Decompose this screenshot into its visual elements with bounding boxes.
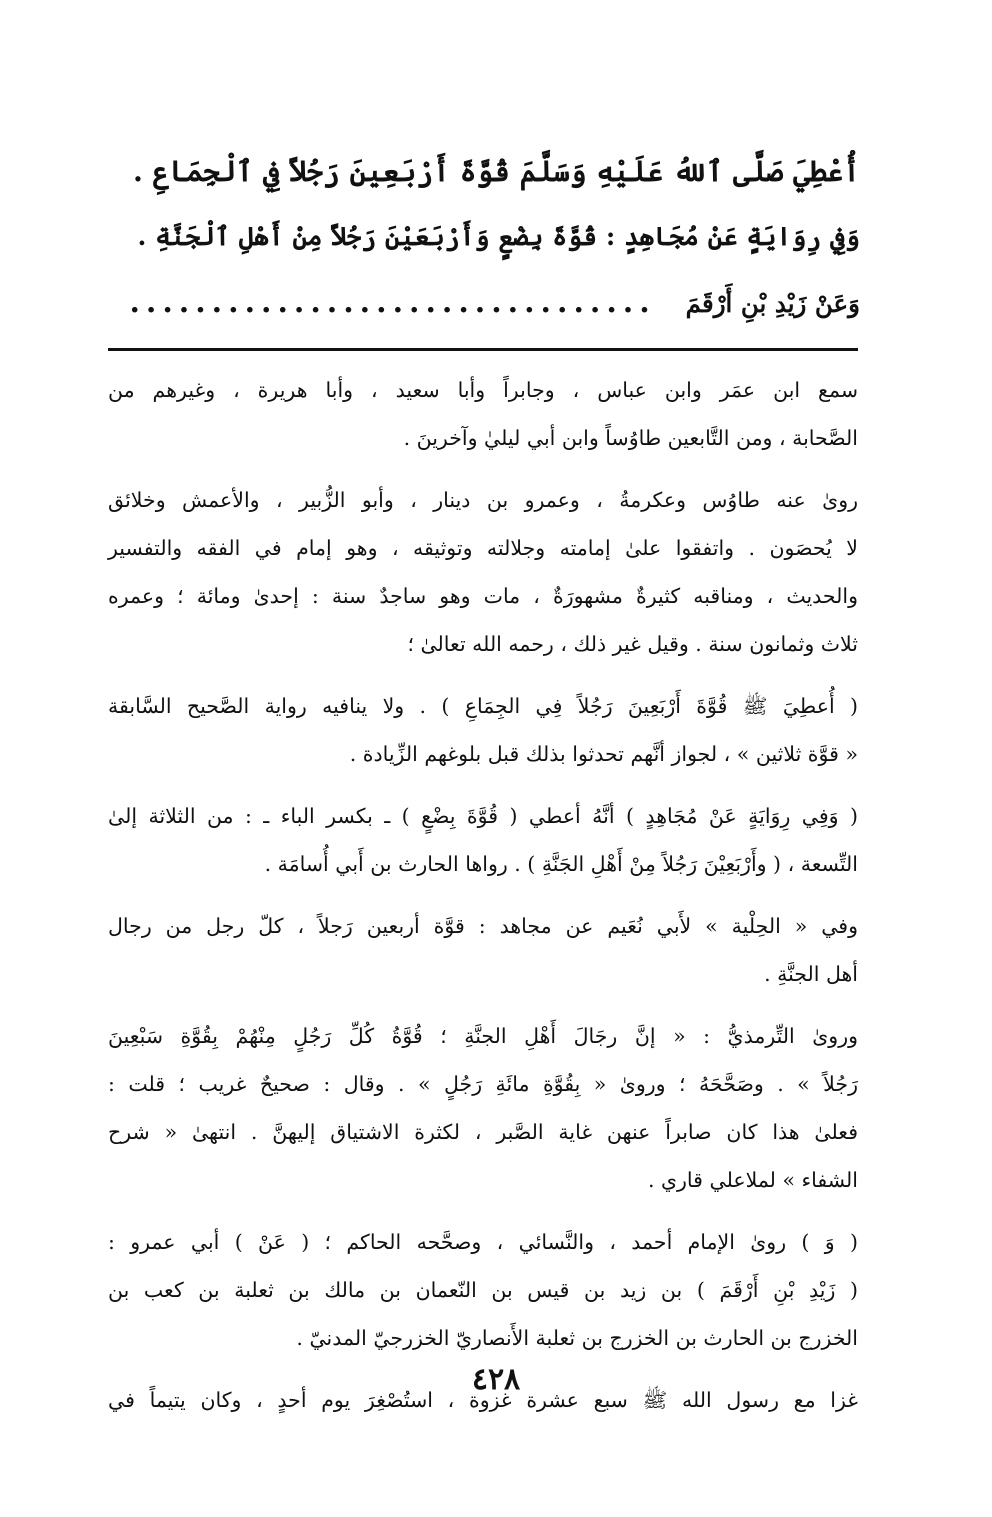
paragraph-line: ( أُعطِيَ ﷺ قُوَّةَ أَرْبَعِينَ رَجُلاً فِي الجِمَاعِ ) . ولا ينافيه رواية الصَّحيح السَّابقة <box>108 694 858 718</box>
paragraph-line: فعلیٰ هذا كان صابراً عنهن غاية الصَّبر ، لكثرة الاشتياق إليهنَّ . انتهیٰ « شرح <box>108 1120 858 1144</box>
commentary-paragraph-2 <box>108 476 858 668</box>
paragraph-line: رَجُلاً » . وصَحَّحَهُ ؛ وروىٰ « بِقُوَّةِ مائَةِ رَجُلٍ » . وقال : صحيحٌ غريب ؛ قلت : <box>108 1072 858 1096</box>
hadith-text <box>130 138 860 336</box>
commentary-paragraph-4 <box>108 792 858 888</box>
paragraph-line: سمع ابن عمَر وابن عباس ، وجابراً وأبا سعيد ، وأبا هريرة ، وغيرهم من <box>108 378 858 402</box>
commentary-paragraph-3 <box>108 682 858 778</box>
paragraph-line: ( زَيْدِ بْنِ أَرْقَمَ ) بن زيد بن قيس بن النّعمان بن مالك بن ثعلبة بن كعب بن <box>108 1278 858 1302</box>
paragraph-line: « قوَّة ثلاثين » ، لجواز أنَّهم تحدثوا بذلك قبل بلوغهم الزِّيادة . <box>349 742 858 766</box>
paragraph-line: ثلاث وثمانون سنة . وقيل غير ذلك ، رحمه الله تعالیٰ ؛ <box>407 632 858 656</box>
hadith-line-2: وَفِي رِوَايَةٍ عَنْ مُجَاهِدٍ : قُوَّةَ بِضْعٍ وَأَرْبَعَيْنَ رَجُلاً مِنْ أَهْلِ ٱلْجَنَّةِ . <box>137 222 860 252</box>
commentary-paragraph-5 <box>108 902 858 998</box>
paragraph-line: ( وَفِي رِوَايَةٍ عَنْ مُجَاهِدٍ ) أنَّهُ أعطي ( قُوَّةَ بِضْعٍ ) ـ بكسر الباء ـ : من الثلاثة إلیٰ <box>108 804 858 828</box>
separator-rule <box>108 348 858 351</box>
hadith-line-1: أُعْطِيَ صَلَّى ٱللهُ عَلَيْهِ وَسَلَّمَ قُوَّةَ أَرْبَعِينَ رَجُلاً فِي ٱلْجِمَاعِ . <box>132 154 860 188</box>
hadith-line-3-text: وَعَنْ زَيْدِ بْنِ أَرْقَمَ <box>685 289 860 318</box>
page-number: ٤٢٨ <box>471 1362 521 1397</box>
paragraph-line: ( وَ ) رویٰ الإمام أحمد ، والنَّسائي ، وصحَّحه الحاكم ؛ ( عَنْ ) أبي عمرو : <box>108 1230 858 1254</box>
paragraph-line: لا يُحصَون . واتفقوا علیٰ إمامته وجلالته وتوثيقه ، وهو إمام في الفقه والتفسير <box>108 536 858 560</box>
paragraph-line: وفي « الحِلْية » لأَبي نُعَيم عن مجاهد : قوَّة أربعين رَجلاً ، كلّ رجل من رجال <box>108 914 858 938</box>
paragraph-line: الشفاء » لملاعلي قاري . <box>647 1168 858 1192</box>
paragraph-line: أهل الجنَّةِ . <box>764 962 858 986</box>
paragraph-line: رویٰ عنه طاوُس وعكرمةُ ، وعمرو بن دينار ، وأبو الزُّبير ، والأعمش وخلائق <box>108 488 858 512</box>
commentary <box>108 366 858 1430</box>
paragraph-line: غزا مع رسول الله ﷺ سبع عشرة غزوة ، استُصْغِرَ يوم أحدٍ ، وكان يتيماً في <box>108 1388 858 1412</box>
paragraph-line: التِّسعة ، ( وأَرْبَعِيْنَ رَجُلاً مِنْ أَهْلِ الجَنَّةِ ) . رواها الحارث بن أَبي أُسامَة . <box>264 852 858 876</box>
paragraph-line: الخزرج بن الحارث بن الخزرج بن ثعلبة الأَنصاريّ الخزرجيّ المدنيّ . <box>296 1326 858 1350</box>
paragraph-line: وروىٰ التِّرمذيُّ : « إنَّ رجَالَ أَهْلِ الجنَّةِ ؛ قُوَّةُ كُلِّ رَجُلٍ مِنْهُمْ بِقُوَّةِ سَبْعِينَ <box>108 1024 858 1048</box>
commentary-paragraph-7 <box>108 1218 858 1362</box>
continuation-dots: ................................ <box>129 285 656 320</box>
hadith-line-3 <box>130 270 860 336</box>
paragraph-line: الصَّحابة ، ومن التَّابعين طاوُساً وابن أبي ليليٰ وآخرينَ . <box>403 426 858 450</box>
commentary-paragraph-6 <box>108 1012 858 1204</box>
commentary-paragraph-1 <box>108 366 858 462</box>
paragraph-line: والحديث ، ومناقبه كثيرةٌ مشهورَةٌ ، مات وهو ساجدٌ سنة : إحدیٰ ومائة ؛ وعمره <box>108 584 858 608</box>
